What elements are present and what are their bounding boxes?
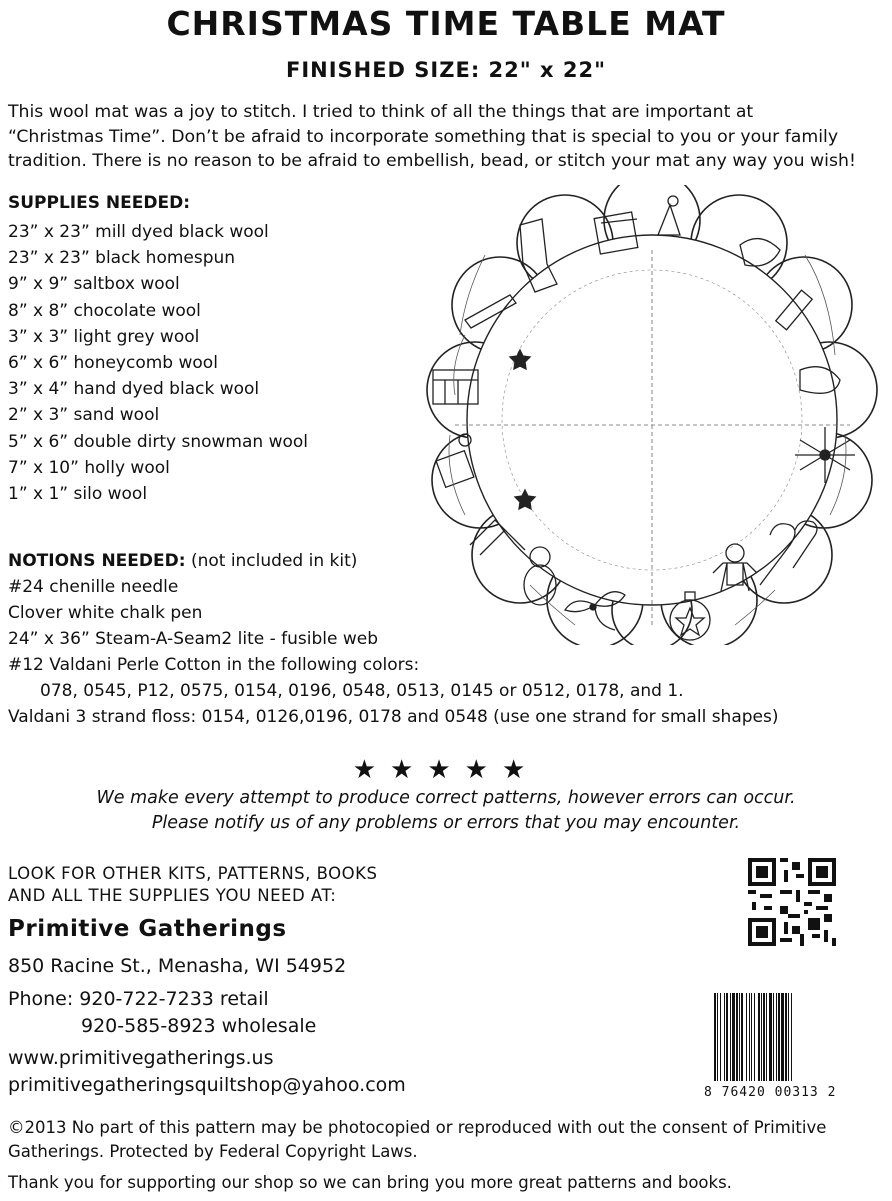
notions-heading: NOTIONS NEEDED:: [8, 551, 186, 571]
star-icon: ★: [352, 755, 391, 785]
intro-line: This wool mat was a joy to stitch. I tried to think of all the things that are important at: [8, 102, 754, 122]
shop-name: Primitive Gatherings: [8, 916, 287, 942]
supply-item: 3” x 3” light grey wool: [8, 326, 200, 347]
phone-retail: Phone: 920-722-7233 retail: [8, 988, 269, 1010]
finished-size: FINISHED SIZE: 22" x 22": [285, 58, 607, 82]
look-for-line: AND ALL THE SUPPLIES YOU NEED AT:: [8, 886, 337, 905]
web-block: [8, 1045, 406, 1099]
intro-line: tradition. There is no reason to be afraid to embellish, bead, or stitch your mat any way you wish!: [8, 151, 856, 171]
thank-you-note: Thank you for supporting our shop so we can bring you more great patterns and books.: [8, 1173, 732, 1192]
notion-item: Clover white chalk pen: [8, 603, 203, 623]
look-for-text: [8, 863, 377, 907]
star-icon: ★: [501, 755, 540, 785]
shop-address: 850 Racine St., Menasha, WI 54952: [8, 955, 347, 977]
look-for-line: LOOK FOR OTHER KITS, PATTERNS, BOOKS: [8, 864, 378, 883]
supply-item: 8” x 8” chocolate wool: [8, 300, 201, 321]
intro-paragraph: [8, 100, 888, 174]
disclaimer-line: Please notify us of any problems or errors that you may encounter.: [151, 813, 741, 833]
phone-block: [8, 986, 316, 1040]
supplies-heading: SUPPLIES NEEDED:: [8, 193, 190, 213]
qr-code: [748, 858, 836, 946]
star-divider: [0, 755, 892, 785]
supply-item: 23” x 23” black homespun: [8, 248, 236, 269]
notions-note: (not included in kit): [190, 551, 358, 571]
intro-line: “Christmas Time”. Don’t be afraid to incorporate something that is special to you or your family: [8, 126, 839, 147]
copyright-notice: ©2013 No part of this pattern may be photocopied or reproduced with out the consent of Primitive Gatherings. Protected by Federal Copyright Laws.: [8, 1118, 827, 1161]
supplies-list: [8, 219, 308, 507]
barcode: [714, 993, 854, 1081]
supply-item: 1” x 1” silo wool: [8, 484, 148, 505]
phone-wholesale: 920-585-8923 wholesale: [81, 1015, 317, 1037]
website-link[interactable]: www.primitivegatherings.us: [8, 1047, 274, 1069]
star-icon: ★: [427, 755, 465, 785]
notion-item: 24” x 36” Steam-A-Seam2 lite - fusible web: [8, 629, 379, 649]
supply-item: 9” x 9” saltbox wool: [8, 274, 180, 295]
floss-colors: Valdani 3 strand floss: 0154, 0126,0196, 0178 and 0548 (use one strand for small shapes): [8, 707, 779, 727]
supply-item: 2” x 3” sand wool: [8, 405, 160, 426]
supply-item: 23” x 23” mill dyed black wool: [8, 222, 269, 242]
page-title: CHRISTMAS TIME TABLE MAT: [166, 4, 726, 43]
disclaimer-line: We make every attempt to produce correct patterns, however errors can occur.: [96, 788, 796, 808]
star-icon: ★: [390, 755, 428, 785]
notion-item: #12 Valdani Perle Cotton in the following colors:: [8, 655, 420, 675]
star-icon: ★: [464, 755, 502, 785]
notion-item: #24 chenille needle: [8, 577, 179, 597]
barcode-number: 8 76420 00313 2: [704, 1085, 837, 1100]
supply-item: 3” x 4” hand dyed black wool: [8, 379, 260, 400]
supply-item: 7” x 10” holly wool: [8, 457, 170, 478]
perle-colors: 078, 0545, P12, 0575, 0154, 0196, 0548, 0513, 0145 or 0512, 0178, and 1.: [40, 681, 684, 701]
supply-item: 6” x 6” honeycomb wool: [8, 353, 218, 374]
email-link[interactable]: primitivegatheringsquiltshop@yahoo.com: [8, 1074, 406, 1096]
supply-item: 5” x 6” double dirty snowman wool: [8, 431, 309, 452]
disclaimer: [0, 786, 892, 836]
table-mat-illustration: [425, 185, 880, 645]
